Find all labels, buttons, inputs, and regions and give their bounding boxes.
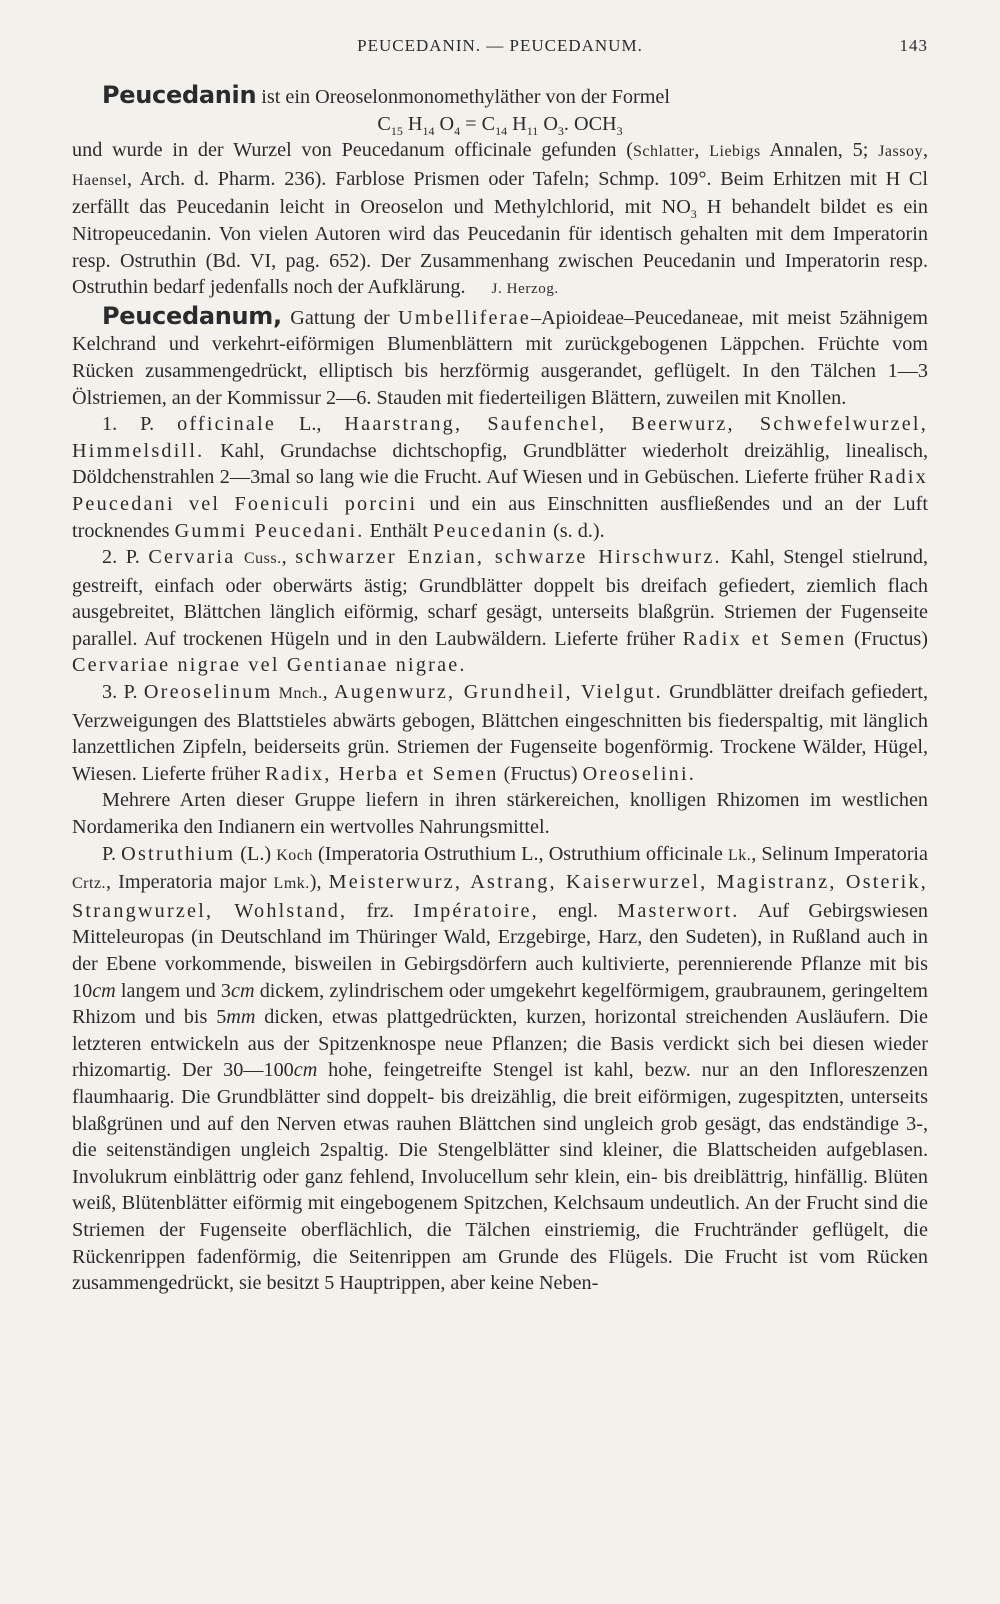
headword-peucedanin: Peucedanin [102, 81, 257, 109]
entry-peucedanum: Peucedanum, Gattung der Umbelliferae–Apioideae–Peucedaneae, mit meist 5zähnigem Kelchrand und verkehrt-eiförmigen Blumenblättern mit zurückgebogenen Läppchen. Früchte vom Rücken zusammengedrückt, elliptisch bis herzförmig ausgerandet, geflügelt. In den Tälchen 1—3 Ölstriemen, an der Kommissur 2—6. Stauden mit fiederteiligen Blättern, zuweilen mit Knollen. [72, 301, 928, 409]
species-oreoselinum: 3. P. Oreoselinum Mnch., Augenwurz, Grundheil, Vielgut. Grundblätter dreifach gefiedert, Verzweigungen des Blattstieles abwärts gebogen, Blättchen eingeschnitten bis fiederspaltig, mit länglich lanzettlichen Zipfeln, beiderseits grün. Striemen der Fugenseite bogenförmig. Trockene Wälder, Hügel, Wiesen. Lieferte früher Radix, Herba et Semen (Fructus) Oreoselini. [72, 681, 929, 785]
entry-peucedanin-body: und wurde in der Wurzel von Peucedanum officinale gefunden (Schlatter, Liebigs Annalen, 5; Jassoy, Haensel, Arch. d. Pharm. 236). Farblose Prismen oder Tafeln; Schmp. 109°. Beim Erhitzen mit H Cl zerfällt das Peucedanin leicht in Oreoselon und Methylchlorid, mit $NO_3$ H behandelt bildet es ein Nitropeucedanin. Von vielen Autoren wird das Peucedanin für identisch gehalten mit dem Imperatorin resp. Ostruthin (Bd. VI, pag. 652). Der Zusammenhang zwischen Peucedanin und Imperatorin resp. Ostruthin bedarf jedenfalls noch der Aufklärung. J. Herzog. [72, 139, 929, 299]
author-schlatter: Schlatter [632, 143, 695, 161]
chemical-formula: $C_{15}$ $H_{14}$ $O_4 = C_{14}$ $H_{11}$ $O_3$. $OCH_3$ [377, 112, 623, 138]
page-number: 143 [899, 36, 928, 55]
author-haensel: Haensel [72, 171, 128, 189]
headword-peucedanum: Peucedanum, [102, 301, 282, 330]
header-title: PEUCEDANIN. — PEUCEDANUM. [357, 36, 643, 55]
family-umbelliferae: Umbelliferae [398, 306, 531, 329]
page-body [72, 82, 928, 1297]
species-ostruthium: P. Ostruthium (L.) Koch (Imperatoria Ostruthium L., Ostruthium officinale Lk., Selinum Imperatoria Crtz., Imperatoria major Lmk.), Meisterwurz, Astrang, Kaiserwurzel, Magistranz, Osterik, Strangwurzel, Wohlstand, frz. Impératoire, engl. Masterwort. Auf Gebirgswiesen Mitteleuropas (in Deutschland im Thüringer Wald, Erzgebirge, Harz, den Sudeten), in Rußland auch in der Ebene vorkommende, bisweilen in Gebirgsdörfern auch kultivierte, perennierende Pflanze mit bis 10cm langem und 3cm dickem, zylindrischem oder umgekehrt kegelförmigem, graubraunem, geringeltem Rhizom und bis 5mm dicken, etwas plattgedrückten, kurzen, horizontal streichenden Ausläufern. Die letzteren entwickeln aus der Spitzenknospe neue Pflanzen; die Basis verdickt sich bei diesen wieder rhizomartig. Der 30—100cm hohe, feingetreifte Stengel ist kahl, bezw. nur an den Infloreszenzen flaumhaarig. Die Grundblätter sind doppelt- bis dreizählig, die breit eiförmigen, zugespitzten, unterseits blaßgrünen und auf den Nerven etwas rauhen Blättchen sind ungleich grob gesägt, das endständige 3-, die seitenständigen ungleich 2spaltig. Die Stengelblätter sind kleiner, die Blattscheiden aufgeblasen. Involukrum einblättrig oder ganz fehlend, Involucellum sehr klein, ein- bis dreiblättrig, hinfällig. Blüten weiß, Blütenblätter eiförmig mit eingebogenem Spitzchen, Kelchsaum undeutlich. An der Frucht sind die Striemen der Fugenseite oberflächlich, die Tälchen einstriemig, die Fruchtränder geflügelt, die Rückenrippen fadenförmig, die Seitenrippen am Grunde des Flügels. Die Frucht ist vom Rücken zusammengedrückt, sie besitzt 5 Hauptrippen, aber keine Neben- [72, 842, 928, 1295]
entry-peucedanin-intro [72, 82, 928, 111]
species-cervaria: 2. P. Cervaria Cuss., schwarzer Enzian, schwarze Hirschwurz. Kahl, Stengel stielrund, gestreift, einfach oder oberwärts ästig; Grundblätter doppelt bis dreifach gefiedert, ziemlich flach ausgebreitet, Blättchen länglich eiförmig, scharf gesägt, unterseits blaßgrün. Striemen der Fugenseite parallel. Auf trockenen Hügeln und in den Laubwäldern. Lieferte früher Radix et Semen (Fructus) Cervariae nigrae vel Gentianae nigrae. [72, 546, 929, 677]
author-liebigs: Liebigs [709, 143, 761, 161]
running-header [72, 36, 928, 60]
paragraph-mehrere: Mehrere Arten dieser Gruppe liefern in ihren stärkereichen, knolligen Rhizomen im westlichen Nordamerika den Indianern ein wertvolles Nahrungsmittel. [72, 789, 928, 839]
species-officinale: 1. P. officinale L., Haarstrang, Saufenchel, Beerwurz, Schwefelwurzel, Himmelsdill. Kahl, Grundachse dichtschopfig, Grundblätter wiederholt dreizählig, linealisch, Döldchenstrahlen 2—3mal so lang wie die Frucht. Auf Wiesen und in Gebüschen. Lieferte früher Radix Peucedani vel Foeniculi porcini und ein aus Einschnitten ausfließendes und an der Luft trocknendes Gummi Peucedani. Enthält Peucedanin (s. d.). [72, 413, 928, 542]
signature-herzog: J. Herzog. [491, 281, 559, 298]
author-jassoy: Jassoy [878, 143, 923, 161]
intro-text: ist ein Oreoselonmonomethyläther von der Formel [261, 86, 670, 108]
